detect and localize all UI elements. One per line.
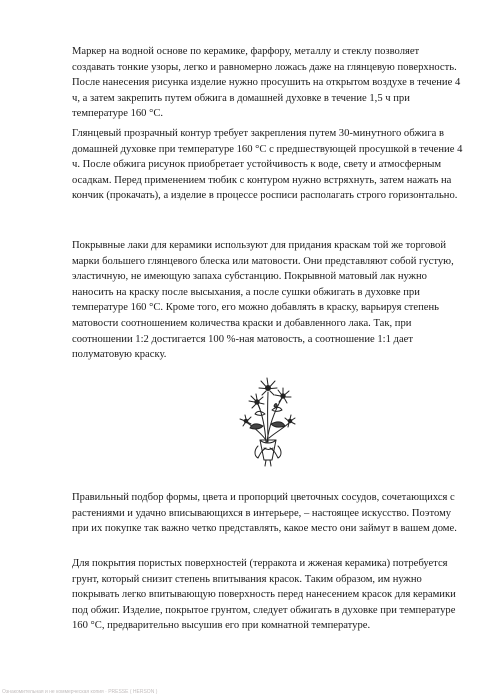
footer-watermark: Ознакомительная и не коммерческая копия · PRESSE ( HERSON ) <box>2 689 158 695</box>
paragraph-primer: Для покрытия пористых поверхностей (терракота и жженая керамика) потребуется грунт, который снизит степень впитывания красок. Таким образом, им нужно покрывать легко впитывающую поверхность перед нанесением красок для керамики под обжиг. Изделие, покрытое грунтом, следует обжигать в духовке при температуре 160 °С, предварительно высушив его при комнатной температуре. <box>72 558 456 632</box>
paragraph-coating-varnish: Покрывные лаки для керамики используют для придания краскам той же торговой марки большего глянцевого блеска или матовости. Они представляют собой густую, эластичную, не имеющую запаха субстанцию. Покрывной матовый лак нужно наносить на краску после высыхания, а после сушки обжигать в духовке при температуре 160 °С. Кроме того, его можно добавлять в краску, варьируя степень матовости соотношением количества краски и добавленного лака. Так, при соотношении 1:2 достигается 100 %-ная матовость, а соотношение 1:1 дает полуматовую краску. <box>72 240 454 361</box>
paragraph-flower-vessels: Правильный подбор формы, цвета и пропорций цветочных сосудов, сочетающихся с растениями и удачно вписывающихся в интерьере, – настоящее искусство. Поэтому при их покупке так важно четко представлять, какое место они займут в вашем доме. <box>72 492 457 535</box>
paragraph-glossy-contour: Глянцевый прозрачный контур требует закрепления путем 30-минутного обжига в домашней духовке при температуре 160 °С с предшествующей просушкой в течение 4 ч. После обжига рисунок приобретает устойчивость к воде, свету и атмосферным осадкам. Перед применением тюбик с контуром нужно встряхнуть, затем нажать на кончик (прокачать), а изделие в процессе росписи располагать строго горизонтально. <box>72 128 463 202</box>
flower-bouquet-icon <box>236 376 298 468</box>
paragraph-marker: Маркер на водной основе по керамике, фарфору, металлу и стеклу позволяет создавать тонкие узоры, легко и равномерно ложась даже на глянцевую поверхность. После нанесения рисунка изделие нужно просушить на открытом воздухе в течение 4 ч, а затем закрепить путем обжига в домашней духовке в течение 1,5 ч при температуре 160 °С. <box>72 46 461 120</box>
